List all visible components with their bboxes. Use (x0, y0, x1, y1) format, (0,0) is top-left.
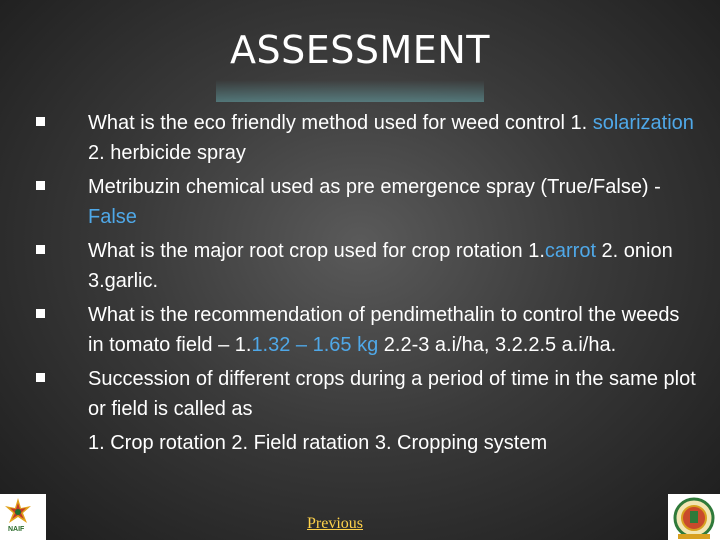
title-area (0, 28, 720, 76)
bullet-text: Metribuzin chemical used as pre emergence spray (True/False) - (88, 176, 661, 198)
bullet-item (36, 300, 696, 360)
bullet-item (36, 172, 696, 232)
bullet-item (36, 364, 696, 458)
square-bullet-icon (36, 181, 45, 190)
options-line: 1. Crop rotation 2. Field ratation 3. Cropping system (88, 432, 548, 454)
sunburst-logo-icon (0, 494, 46, 540)
bullet-item (36, 108, 696, 168)
bullet-text: What is the major root crop used for crop rotation 1. (88, 240, 545, 262)
answer-highlight: solarization (592, 112, 694, 134)
logo-left-label: NAIF (8, 526, 25, 533)
logo-right (668, 494, 720, 540)
bullet-text: 2. onion 3.garlic. (88, 240, 673, 292)
square-bullet-icon (36, 309, 45, 318)
university-emblem-icon (668, 494, 720, 540)
logo-left (0, 494, 46, 540)
bullet-text: 2.2-3 a.i/ha, 3.2.2.5 a.i/ha. (378, 334, 617, 356)
answer-highlight: False (88, 206, 137, 228)
bullet-text: Succession of different crops during a period of time in the same plot or field is called as (88, 368, 696, 420)
bullet-text: What is the recommendation of pendimethalin to control the weeds in tomato field – 1. (88, 304, 680, 356)
square-bullet-icon (36, 245, 45, 254)
bullet-item (36, 236, 696, 296)
answer-highlight: carrot (544, 240, 596, 262)
bullet-text: 2. herbicide spray (88, 142, 246, 164)
bullet-text: What is the eco friendly method used for weed control 1. (88, 112, 593, 134)
previous-link[interactable]: Previous (307, 515, 363, 532)
square-bullet-icon (36, 117, 45, 126)
slide-title: ASSESSMENT (230, 28, 490, 72)
bullet-list (36, 108, 696, 462)
square-bullet-icon (36, 373, 45, 382)
answer-highlight: 1.32 – 1.65 kg (251, 334, 379, 356)
